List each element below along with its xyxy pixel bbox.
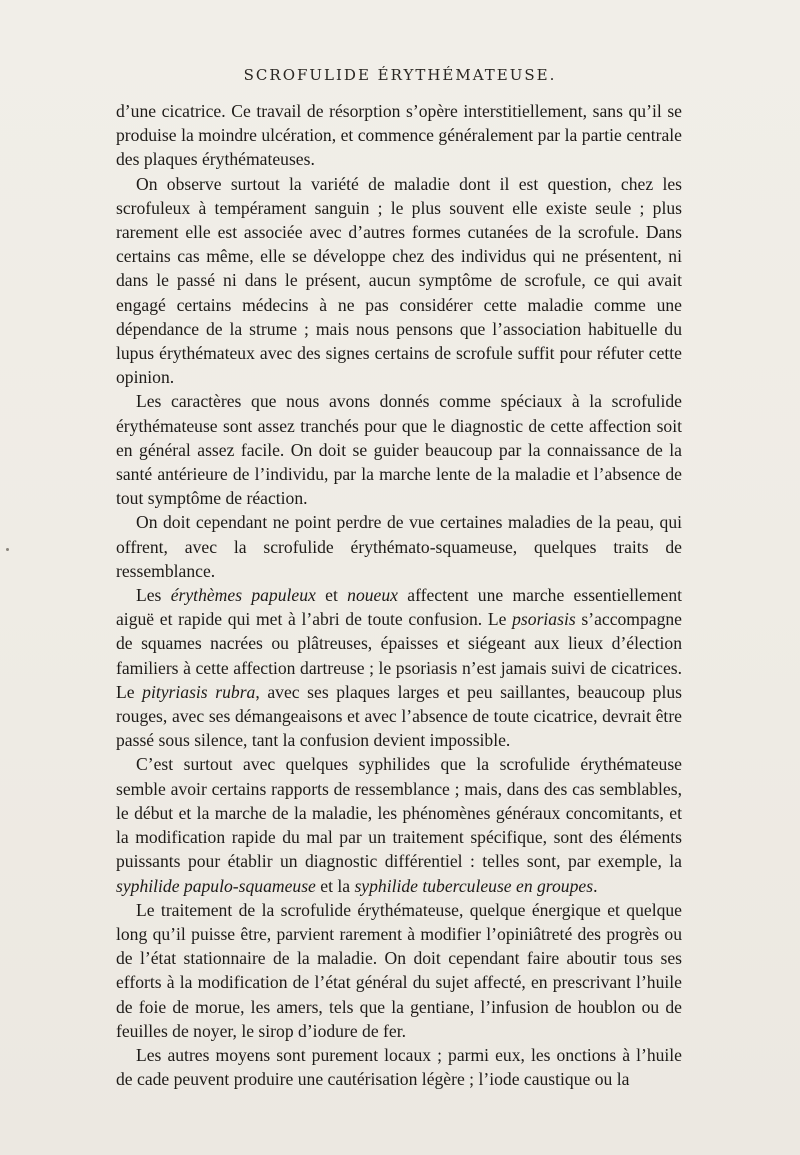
text-run: Les caractères que nous avons donnés comme spéciaux à la scrofulide érythémateuse sont assez tranchés pour que le diagnostic de cette affection soit en général assez facile. On doit se guider beaucoup par la connaissance de la santé antérieure de l’individu, par la marche lente de la maladie et l’absence de tout symptôme de réaction. [116, 391, 682, 509]
text-run: et [315, 585, 348, 606]
text-run: C’est surtout avec quelques syphilides que la scrofulide érythémateuse semble avoir certains rapports de ressemblance ; mais, dans des cas semblables, le début et la marche de la maladie, les phénomènes généraux concomitants, et la modification rapide du mal par un traitement spécifique, sont des éléments puissants pour établir un diagnostic différentiel : telles sont, par exemple, la [116, 754, 682, 872]
text-run: On doit cependant ne point perdre de vue certaines maladies de la peau, qui offrent, avec la scrofulide érythémato-squameuse, quelques traits de ressemblance. [116, 512, 682, 581]
paragraph [116, 752, 682, 897]
italic-term: syphilide papulo-squameuse [116, 875, 316, 896]
italic-term: érythèmes papuleux [170, 585, 316, 606]
paragraph [116, 510, 682, 583]
text-run: Les autres moyens sont purement locaux ; parmi eux, les onctions à l’huile de cade peuvent produire une cautérisation légère ; l’iode caustique ou la [116, 1044, 682, 1090]
paragraph [116, 172, 682, 390]
text-run: affectent une marche essentiellement aiguë et rapide qui met à l’abri de toute confusion. Le [116, 585, 683, 630]
paragraph [116, 389, 682, 510]
italic-term: pityriasis rubra [142, 681, 256, 702]
text-run: Le traitement de la scrofulide érythémateuse, quelque énergique et quelque long qu’il puisse être, parvient rarement à modifier l’opiniâtreté des progrès ou de l’état stationnaire de la maladie. On doit cependant faire aboutir tous ses efforts à la modification de l’état général du sujet affecté, en prescrivant l’huile de foie de morue, les amers, tels que la gentiane, l’infusion de houblon ou de feuilles de noyer, le sirop d’iodure de fer. [116, 899, 682, 1041]
italic-term: noueux [347, 585, 398, 606]
running-head: SCROFULIDE ÉRYTHÉMATEUSE. [243, 66, 557, 84]
paragraph [116, 1043, 682, 1091]
paragraph [116, 583, 682, 752]
text-run: , avec ses plaques larges et peu saillantes, beaucoup plus rouges, avec ses démangeaisons et avec l’absence de toute cicatrice, devrait être passé sous silence, tant la confusion devient impossible. [116, 681, 682, 751]
italic-term: psoriasis [512, 609, 576, 630]
body-text [116, 99, 682, 1091]
text-run: et la [315, 875, 355, 896]
italic-term: syphilide tuberculeuse en groupes [354, 875, 594, 896]
text-run: On observe surtout la variété de maladie dont il est question, chez les scrofuleux à tempérament sanguin ; le plus souvent elle existe seule ; plus rarement elle est associée avec d’autres formes cutanées de la scrofule. Dans certains cas même, elle se développe chez des individus qui ne présentent, ni dans le passé ni dans le présent, aucun symptôme de scrofule, ce qui avait engagé certains médecins à ne pas considérer cette maladie comme une dépendance de la strume ; mais nous pensons que l’association habituelle du lupus érythémateux avec des signes certains de scrofule suffit pour réfuter cette opinion. [116, 173, 682, 388]
paragraph [116, 99, 682, 172]
text-run: d’une cicatrice. Ce travail de résorption s’opère interstitiellement, sans qu’il se produise la moindre ulcération, et commence généralement par la partie centrale des plaques érythémateuses. [116, 101, 682, 170]
paragraph [116, 898, 682, 1043]
text-run: Les [136, 585, 171, 606]
text-run: . [593, 875, 598, 896]
paper-speck [6, 548, 9, 551]
text-run: s’accompagne de squames nacrées ou plâtreuses, épaisses et siégeant aux lieux d’élection familiers à cette affection dartreuse ; le psoriasis n’est jamais suivi de cicatrices. Le [116, 609, 682, 702]
